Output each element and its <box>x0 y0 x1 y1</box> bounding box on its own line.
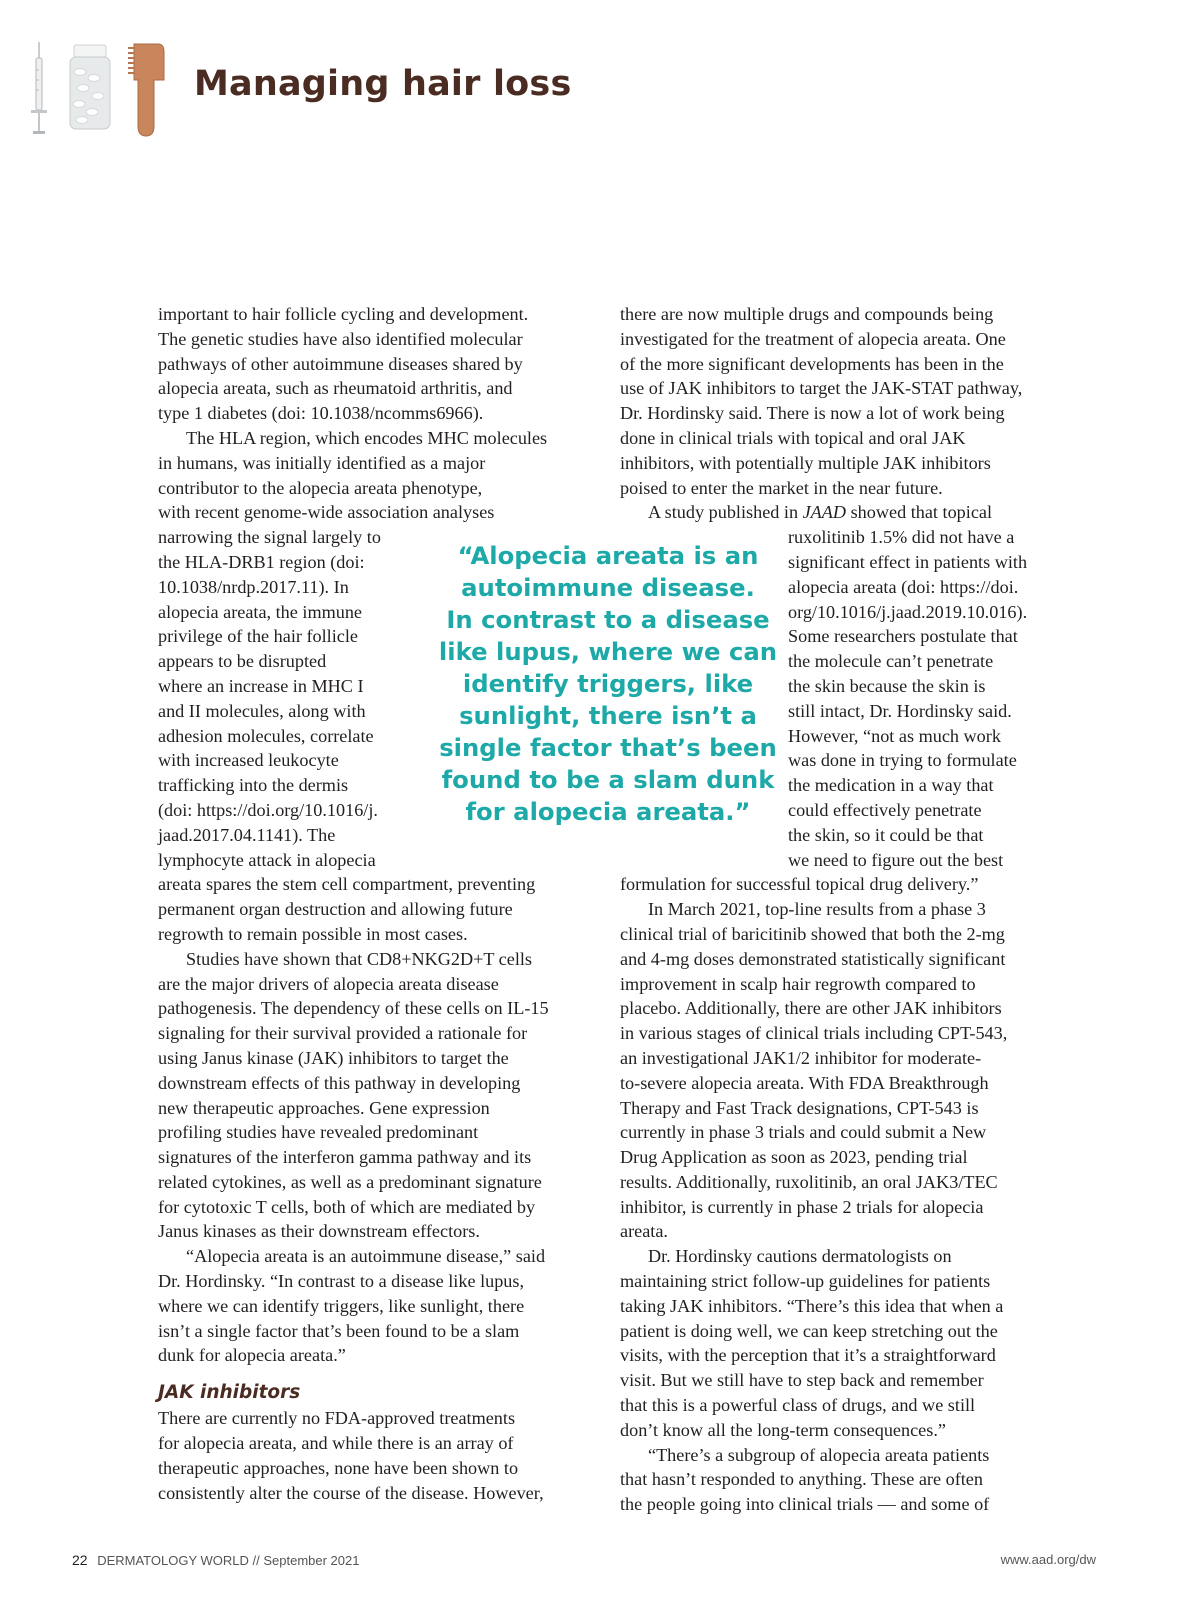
body-line: taking JAK inhibitors. “There’s this idea that when a <box>620 1295 1004 1316</box>
body-line: Dr. Hordinsky. “In contrast to a disease like lupus, <box>158 1271 525 1292</box>
body-line: in various stages of clinical trials including CPT-543, <box>620 1023 1008 1044</box>
study-suffix: showed that topical <box>846 502 993 523</box>
body-line: there are now multiple drugs and compounds being <box>620 304 994 324</box>
body-line: significant effect in patients with <box>788 551 1028 572</box>
body-line: “There’s a subgroup of alopecia areata patients <box>648 1444 990 1465</box>
body-line: type 1 diabetes (doi: 10.1038/ncomms6966). <box>158 403 484 424</box>
body-line: The HLA region, which encodes MHC molecules <box>186 427 548 448</box>
body-line: pathways of other autoimmune diseases shared by <box>158 353 523 374</box>
body-line: visits, with the perception that it’s a straightforward <box>620 1345 996 1366</box>
body-line: narrowing the signal largely to <box>158 527 381 548</box>
page-header <box>28 40 728 150</box>
body-line: Janus kinases as their downstream effectors. <box>158 1221 480 1242</box>
footer-url[interactable]: www.aad.org/dw <box>1000 1552 1096 1567</box>
body-line: signaling for their survival provided a rationale for <box>158 1023 528 1044</box>
body-line: adhesion molecules, correlate <box>158 725 374 746</box>
body-line: don’t know all the long-term consequences.” <box>620 1419 946 1440</box>
body-line: lymphocyte attack in alopecia <box>158 849 376 870</box>
body-line: where an increase in MHC I <box>158 675 364 696</box>
body-line: areata spares the stem cell compartment, preventing <box>158 874 536 895</box>
body-line: patient is doing well, we can keep stretching out the <box>620 1320 998 1341</box>
body-line: appears to be disrupted <box>158 651 327 672</box>
body-line: alopecia areata (doi: https://doi. <box>788 576 1019 597</box>
body-line: downstream effects of this pathway in developing <box>158 1072 521 1093</box>
body-line: that hasn’t responded to anything. These are often <box>620 1469 983 1490</box>
body-line: trafficking into the dermis <box>158 775 349 796</box>
journal-name: JAAD <box>802 502 847 523</box>
body-line: for cytotoxic T cells, both of which are mediated by <box>158 1196 536 1217</box>
syringe-icon <box>31 42 47 134</box>
body-line: Therapy and Fast Track designations, CPT-543 is <box>620 1097 979 1118</box>
body-line: 10.1038/nrdp.2017.11). In <box>158 576 349 597</box>
body-line: related cytokines, as well as a predominant signature <box>158 1171 542 1192</box>
body-line: formulation for successful topical drug delivery.” <box>620 874 979 895</box>
body-line: jaad.2017.04.1141). The <box>158 824 336 845</box>
body-line: currently in phase 3 trials and could submit a New <box>620 1122 987 1143</box>
body-line: Dr. Hordinsky cautions dermatologists on <box>648 1246 952 1267</box>
study-line <box>620 500 1050 525</box>
body-line: contributor to the alopecia areata phenotype, <box>158 477 483 498</box>
pull-quote-line: for alopecia areata.” <box>465 797 751 826</box>
body-line: There are currently no FDA-approved treatments <box>158 1408 516 1429</box>
body-line: privilege of the hair follicle <box>158 626 358 647</box>
body-line: investigated for the treatment of alopecia areata. One <box>620 328 1006 349</box>
body-line: clinical trial of baricitinib showed that both the 2-mg <box>620 923 1005 944</box>
body-line: an investigational JAK1/2 inhibitor for moderate- <box>620 1047 982 1068</box>
body-line: Some researchers postulate that <box>788 626 1018 647</box>
body-line: Dr. Hordinsky said. There is now a lot of work being <box>620 403 1005 424</box>
body-line: (doi: https://doi.org/10.1016/j. <box>158 799 378 820</box>
body-line: and 4-mg doses demonstrated statistically significant <box>620 948 1006 969</box>
body-line: consistently alter the course of the disease. However, <box>158 1482 544 1503</box>
page-number: 22 <box>72 1552 88 1568</box>
body-line: results. Additionally, ruxolitinib, an oral JAK3/TEC <box>620 1171 998 1192</box>
body-line: still intact, Dr. Hordinsky said. <box>788 700 1012 721</box>
body-line: the skin, so it could be that <box>788 824 984 845</box>
body-line: therapeutic approaches, none have been shown to <box>158 1457 519 1478</box>
left-column <box>158 302 590 1505</box>
body-line: regrowth to remain possible in most cases. <box>158 923 468 944</box>
pill-bottle-icon <box>70 45 110 129</box>
right-column <box>620 302 1050 1517</box>
body-line: of the more significant developments has been in the <box>620 353 1004 374</box>
body-line: areata. <box>620 1221 668 1242</box>
body-line: the people going into clinical trials — and some of <box>620 1494 990 1515</box>
body-line: placebo. Additionally, there are other JAK inhibitors <box>620 998 1002 1019</box>
body-line: poised to enter the market in the near future. <box>620 477 943 498</box>
body-line: “Alopecia areata is an autoimmune disease,” said <box>186 1246 546 1267</box>
footer-left <box>72 1552 359 1568</box>
body-line: using Janus kinase (JAK) inhibitors to target the <box>158 1047 509 1068</box>
body-line: visit. But we still have to step back and remember <box>620 1370 984 1391</box>
body-line: maintaining strict follow-up guidelines for patients <box>620 1271 991 1292</box>
body-line: in humans, was initially identified as a major <box>158 452 486 473</box>
header-illustration <box>28 40 178 140</box>
body-line: inhibitor, is currently in phase 2 trials for alopecia <box>620 1196 984 1217</box>
body-line: with recent genome-wide association analyses <box>158 502 495 523</box>
body-line: where we can identify triggers, like sunlight, there <box>158 1295 525 1316</box>
body-line: signatures of the interferon gamma pathway and its <box>158 1147 532 1168</box>
pull-quote-line: single factor that’s been <box>439 733 777 762</box>
body-line: the skin because the skin is <box>788 675 986 696</box>
body-line: we need to figure out the best <box>788 849 1004 870</box>
body-line: and II molecules, along with <box>158 700 366 721</box>
body-line: org/10.1016/j.jaad.2019.10.016). <box>788 601 1028 622</box>
body-line: to-severe alopecia areata. With FDA Breakthrough <box>620 1072 989 1093</box>
body-line: the HLA-DRB1 region (doi: <box>158 551 365 572</box>
body-line: for alopecia areata, and while there is an array of <box>158 1433 514 1454</box>
body-line: However, “not as much work <box>788 725 1001 746</box>
comb-icon <box>128 44 164 136</box>
pull-quote-line: like lupus, where we can <box>438 637 778 666</box>
body-line: important to hair follicle cycling and development. <box>158 304 529 324</box>
body-line: Studies have shown that CD8+NKG2D+T cells <box>186 948 533 969</box>
body-line: ruxolitinib 1.5% did not have a <box>788 527 1015 548</box>
body-line: The genetic studies have also identified molecular <box>158 328 523 349</box>
pull-quote-line: In contrast to a disease <box>446 605 770 634</box>
body-line: alopecia areata, such as rheumatoid arthritis, and <box>158 378 513 399</box>
publication-info: DERMATOLOGY WORLD // September 2021 <box>97 1553 360 1568</box>
study-prefix: A study published in <box>648 502 803 523</box>
body-line: In March 2021, top-line results from a phase 3 <box>648 899 986 920</box>
pull-quote-line: identify triggers, like <box>462 669 754 698</box>
pull-quote-line: “Alopecia areata is an <box>457 541 759 570</box>
body-line: that this is a powerful class of drugs, and we still <box>620 1395 976 1416</box>
body-line: could effectively penetrate <box>788 799 982 820</box>
body-line: with increased leukocyte <box>158 750 339 771</box>
body-line: permanent organ destruction and allowing future <box>158 899 513 920</box>
body-line: the molecule can’t penetrate <box>788 651 994 672</box>
body-line: use of JAK inhibitors to target the JAK-STAT pathway, <box>620 378 1023 399</box>
pull-quote-line: sunlight, there isn’t a <box>459 701 757 730</box>
body-line: profiling studies have revealed predominant <box>158 1122 479 1143</box>
body-line: was done in trying to formulate <box>788 750 1017 771</box>
section-subheading: JAK inhibitors <box>158 1382 301 1404</box>
body-line: are the major drivers of alopecia areata disease <box>158 973 499 994</box>
body-line: the medication in a way that <box>788 775 994 796</box>
body-line: done in clinical trials with topical and oral JAK <box>620 427 966 448</box>
body-line: dunk for alopecia areata.” <box>158 1345 346 1366</box>
body-line: Drug Application as soon as 2023, pending trial <box>620 1147 968 1168</box>
body-line: new therapeutic approaches. Gene expression <box>158 1097 490 1118</box>
body-line: inhibitors, with potentially multiple JAK inhibitors <box>620 452 991 473</box>
page-title: Managing hair loss <box>194 64 572 104</box>
body-line: improvement in scalp hair regrowth compared to <box>620 973 976 994</box>
body-line: alopecia areata, the immune <box>158 601 362 622</box>
pull-quote-line: found to be a slam dunk <box>441 765 775 794</box>
pull-quote-line: autoimmune disease. <box>461 573 755 602</box>
body-line: isn’t a single factor that’s been found to be a slam <box>158 1320 520 1341</box>
body-line: pathogenesis. The dependency of these cells on IL-15 <box>158 998 549 1019</box>
